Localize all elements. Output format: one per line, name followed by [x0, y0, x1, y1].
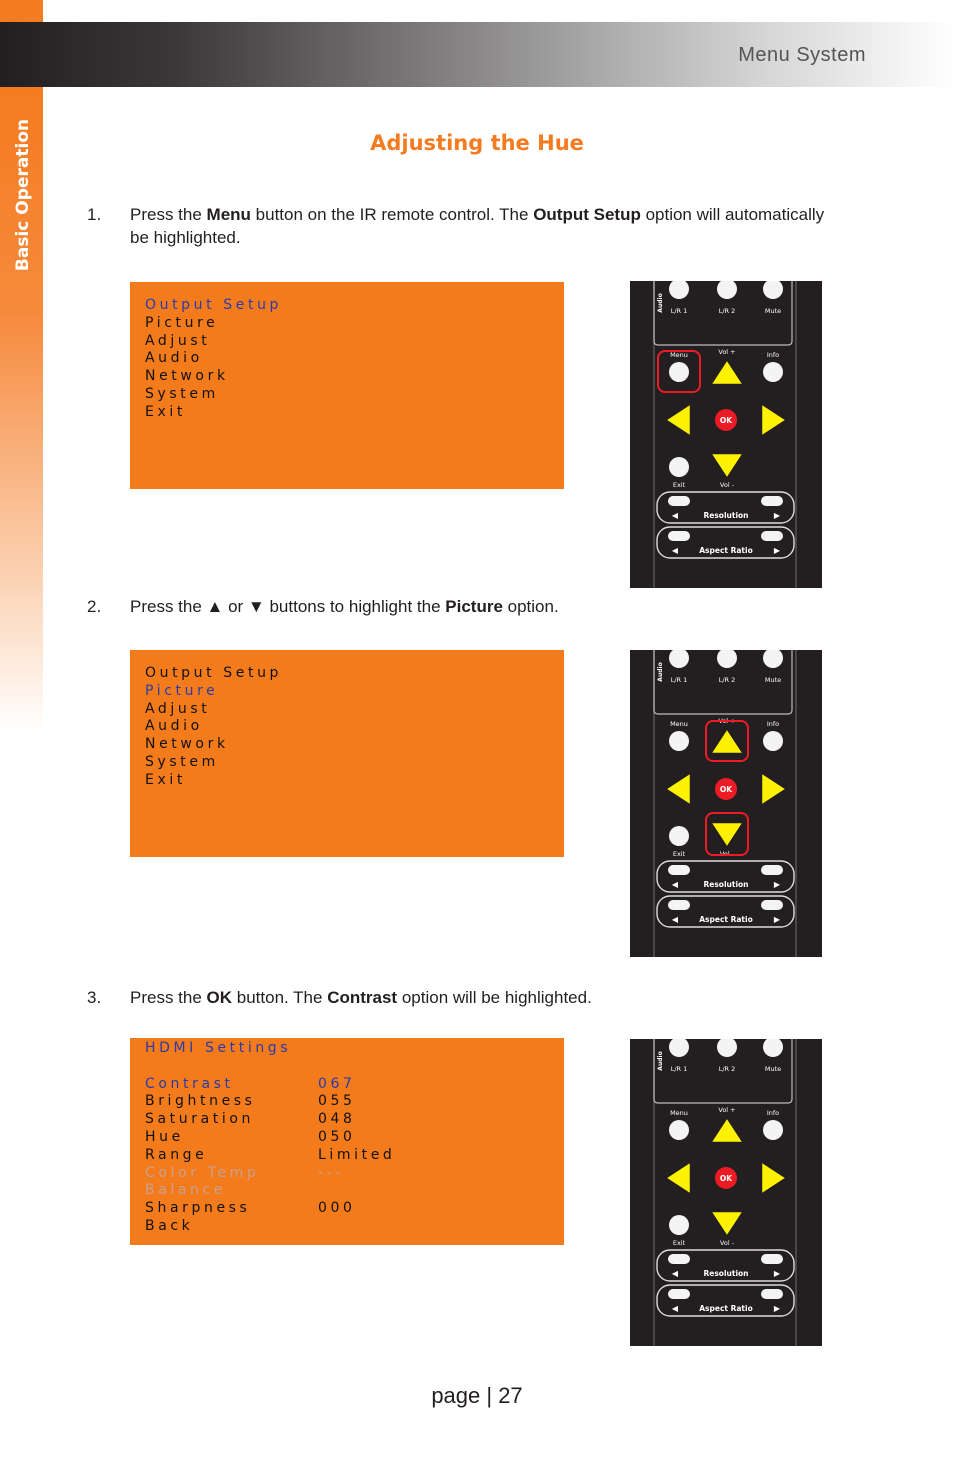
button-menu-icon: [669, 1120, 689, 1140]
label-vol-down: Vol -: [719, 1239, 735, 1247]
button-menu-icon: [669, 731, 689, 751]
page-number: page | 27: [431, 1383, 523, 1408]
osd-menu-item: Output Setup: [145, 297, 283, 313]
osd-menu-item: System: [145, 754, 219, 770]
aspect-ratio-bar-left-arrow-icon: ◀: [671, 546, 679, 555]
button-info-icon: [763, 1120, 783, 1140]
label-vol-up: Vol +: [718, 1106, 736, 1114]
step-text-run: Press the: [130, 988, 207, 1007]
osd-menu-item: Hue: [145, 1129, 184, 1145]
label-lr1: L/R 1: [670, 676, 688, 684]
aspect-ratio-bar-right-arrow-icon: ▶: [773, 915, 781, 924]
osd-menu-item: Brightness: [145, 1093, 256, 1110]
remote-body: [630, 650, 822, 957]
step-3: [87, 986, 827, 1009]
label-mute: Mute: [764, 307, 782, 315]
step-number: 2.: [87, 597, 102, 616]
label-ok: OK: [719, 785, 733, 794]
aspect-ratio-bar-left-arrow-icon: ◀: [671, 1304, 679, 1313]
resolution-bar-label: Resolution: [703, 1269, 749, 1278]
step-number: 1.: [87, 205, 102, 224]
step-bold-term: Output Setup: [533, 205, 641, 224]
step-text-run: Press the: [130, 205, 207, 224]
label-lr2: L/R 2: [718, 676, 736, 684]
label-vol-down: Vol -: [719, 481, 735, 489]
osd-menu-item: Adjust: [145, 332, 211, 349]
osd-screen-hdmi-settings: [130, 1038, 564, 1245]
step-bold-term: Picture: [445, 597, 503, 616]
section-title: Adjusting the Hue: [370, 131, 584, 155]
aspect-ratio-bar-right-button: [761, 531, 783, 541]
label-lr1: L/R 1: [670, 307, 688, 315]
step-text-run: option will be highlighted.: [397, 988, 592, 1007]
resolution-bar-left-button: [668, 496, 690, 506]
label-info: Info: [766, 720, 780, 728]
label-vol-up: Vol +: [718, 348, 736, 356]
osd-menu-value: 048: [318, 1111, 356, 1128]
label-exit: Exit: [672, 850, 686, 858]
label-exit: Exit: [672, 1239, 686, 1247]
step-number: 3.: [87, 988, 102, 1007]
remote-image-3: [630, 1039, 822, 1346]
remote-image-1: [630, 281, 822, 588]
resolution-bar-right-arrow-icon: ▶: [773, 1269, 781, 1278]
resolution-bar-right-arrow-icon: ▶: [773, 880, 781, 889]
osd-screen-picture-highlighted: [130, 650, 564, 857]
resolution-bar-right-button: [761, 1254, 783, 1264]
osd-menu-item: Output Setup: [145, 665, 283, 681]
resolution-bar-left-arrow-icon: ◀: [671, 880, 679, 889]
osd-menu-item: Exit: [145, 771, 186, 788]
step-text-run: Press the ▲ or ▼ buttons to highlight the: [130, 597, 446, 616]
aspect-ratio-bar-right-arrow-icon: ▶: [773, 1304, 781, 1313]
osd-menu-item: Balance: [145, 1182, 227, 1199]
step-2: [87, 595, 827, 618]
osd-menu-item: Network: [145, 736, 229, 753]
label-lr2: L/R 2: [718, 307, 736, 315]
button-exit-icon: [669, 826, 689, 846]
step-bold-term: Menu: [206, 205, 251, 224]
resolution-bar-left-button: [668, 865, 690, 875]
resolution-bar-left-arrow-icon: ◀: [671, 1269, 679, 1278]
audio-group-label: Audio: [657, 1051, 664, 1071]
header-title: Menu System: [738, 44, 866, 66]
aspect-ratio-bar-label: Aspect Ratio: [699, 546, 753, 555]
resolution-bar-right-button: [761, 496, 783, 506]
step-1: [87, 203, 827, 249]
osd-menu-item: System: [145, 386, 219, 402]
remote-body: [630, 281, 822, 588]
aspect-ratio-bar-right-button: [761, 900, 783, 910]
aspect-ratio-bar-left-button: [668, 1289, 690, 1299]
resolution-bar-label: Resolution: [703, 511, 749, 520]
aspect-ratio-bar-right-button: [761, 1289, 783, 1299]
label-vol-up: Vol +: [718, 717, 736, 725]
osd-menu-item: Back: [145, 1218, 194, 1234]
side-section-tab: [0, 87, 43, 302]
osd-menu-item: HDMI Settings: [145, 1040, 292, 1056]
label-vol-down: Vol -: [719, 850, 735, 858]
label-menu: Menu: [670, 351, 688, 359]
osd-menu-item: Contrast: [145, 1075, 234, 1092]
osd-menu-value: 050: [318, 1129, 356, 1145]
osd-menu-value: 055: [318, 1093, 356, 1110]
osd-menu-item: Range: [145, 1146, 208, 1163]
osd-menu-item: Color Temp: [145, 1164, 260, 1181]
step-text: [130, 595, 827, 618]
resolution-bar-right-arrow-icon: ▶: [773, 511, 781, 520]
step-text-run: button on the IR remote control. The: [250, 205, 534, 224]
step-text-run: option will automatically be highlighted.: [130, 205, 825, 247]
resolution-bar-right-button: [761, 865, 783, 875]
button-exit-icon: [669, 1215, 689, 1235]
osd-menu-item: Audio: [145, 718, 203, 735]
osd-menu-item: Picture: [145, 682, 219, 699]
aspect-ratio-bar-left-button: [668, 900, 690, 910]
osd-menu-item: Picture: [145, 314, 219, 331]
label-info: Info: [766, 351, 780, 359]
aspect-ratio-bar-label: Aspect Ratio: [699, 1304, 753, 1313]
resolution-bar-label: Resolution: [703, 880, 749, 889]
label-menu: Menu: [670, 1109, 688, 1117]
osd-menu-item: Network: [145, 368, 229, 385]
label-ok: OK: [719, 416, 733, 425]
resolution-bar-left-arrow-icon: ◀: [671, 511, 679, 520]
osd-menu-value: 000: [318, 1200, 356, 1217]
step-text-run: option.: [502, 597, 559, 616]
audio-group-label: Audio: [657, 662, 664, 682]
osd-screen-main-menu: [130, 282, 564, 489]
resolution-bar-left-button: [668, 1254, 690, 1264]
remote-body: [630, 1039, 822, 1346]
osd-menu-value: ---: [318, 1164, 344, 1181]
side-section-label: Basic Operation: [13, 118, 33, 272]
step-text-run: button. The: [232, 988, 328, 1007]
osd-menu-value: Limited: [318, 1146, 396, 1163]
osd-menu-item: Exit: [145, 403, 186, 420]
button-menu-icon: [669, 362, 689, 382]
osd-menu-item: Adjust: [145, 700, 211, 717]
button-info-icon: [763, 362, 783, 382]
button-exit-icon: [669, 457, 689, 477]
osd-menu-item: Audio: [145, 350, 203, 367]
label-mute: Mute: [764, 1065, 782, 1073]
label-menu: Menu: [670, 720, 688, 728]
orange-corner-tab: [0, 0, 43, 22]
label-lr1: L/R 1: [670, 1065, 688, 1073]
button-info-icon: [763, 731, 783, 751]
remote-image-2: [630, 650, 822, 957]
aspect-ratio-bar-right-arrow-icon: ▶: [773, 546, 781, 555]
label-info: Info: [766, 1109, 780, 1117]
aspect-ratio-bar-left-button: [668, 531, 690, 541]
aspect-ratio-bar-label: Aspect Ratio: [699, 915, 753, 924]
label-lr2: L/R 2: [718, 1065, 736, 1073]
osd-menu-item: Sharpness: [145, 1200, 251, 1217]
audio-group-label: Audio: [657, 293, 664, 313]
osd-menu-value: 067: [318, 1075, 356, 1092]
osd-menu-item: Saturation: [145, 1111, 254, 1128]
label-mute: Mute: [764, 676, 782, 684]
step-bold-term: Contrast: [327, 988, 398, 1007]
step-text: [130, 986, 827, 1009]
aspect-ratio-bar-left-arrow-icon: ◀: [671, 915, 679, 924]
label-ok: OK: [719, 1174, 733, 1183]
step-text: [130, 203, 827, 249]
step-bold-term: OK: [206, 988, 233, 1007]
label-exit: Exit: [672, 481, 686, 489]
